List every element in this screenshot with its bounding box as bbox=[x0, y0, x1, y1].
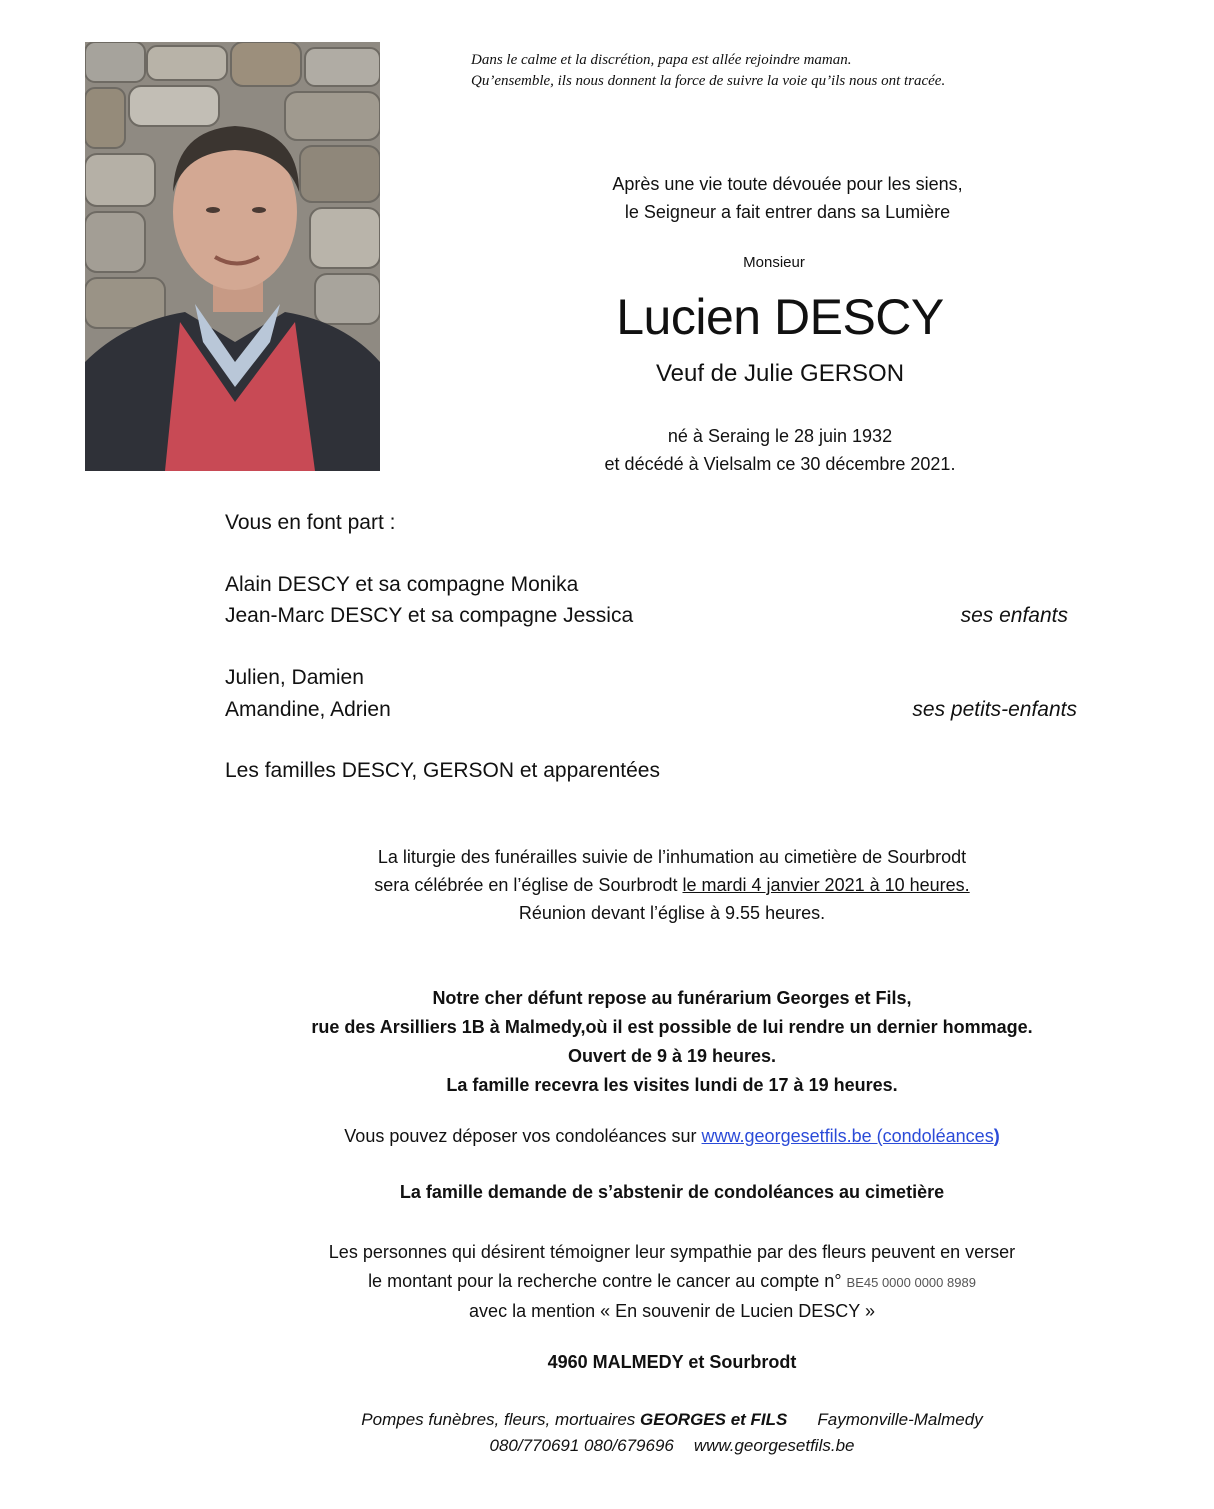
footer-line bbox=[172, 1433, 1172, 1459]
rest-line: Ouvert de 9 à 19 heures. bbox=[567, 1046, 777, 1066]
condolences-line bbox=[172, 1126, 1172, 1147]
liturgy-prefix: sera célébrée en l’église de Sourbrodt bbox=[374, 875, 683, 895]
flowers-line: Les personnes qui désirent témoigner leur sympathie par des fleurs peuvent en verser bbox=[328, 1242, 1016, 1262]
liturgy-line bbox=[222, 871, 1122, 899]
footer-phones: 080/770691 080/679696 bbox=[489, 1436, 674, 1455]
relative-line: Jean-Marc DESCY et sa compagne Jessica bbox=[225, 604, 634, 627]
intro-text bbox=[520, 170, 1055, 226]
iban-number: BE45 0000 0000 8989 bbox=[846, 1275, 976, 1290]
liturgy-date: le mardi 4 janvier 2021 à 10 heures. bbox=[682, 875, 970, 895]
death-line: et décédé à Vielsalm ce 30 décembre 2021. bbox=[604, 454, 956, 474]
honorific: Monsieur bbox=[743, 254, 805, 271]
footer-prefix: Pompes funèbres, fleurs, mortuaires bbox=[361, 1410, 641, 1429]
birth-death-dates bbox=[520, 422, 1040, 478]
grandchildren-role: ses petits-enfants bbox=[912, 698, 1077, 721]
rest-line: La famille recevra les visites lundi de 17 à 19 heures. bbox=[446, 1075, 898, 1095]
epigraph-line: Qu’ensemble, ils nous donnent la force de suivre la voie qu’ils nous ont tracée. bbox=[471, 73, 946, 89]
footer-line bbox=[172, 1407, 1172, 1433]
resting-info bbox=[172, 984, 1172, 1100]
birth-line: né à Seraing le 28 juin 1932 bbox=[667, 426, 893, 446]
portrait-photo bbox=[85, 42, 380, 471]
abstain-notice: La famille demande de s’abstenir de condoléances au cimetière bbox=[399, 1182, 945, 1202]
funeral-home-footer bbox=[172, 1407, 1172, 1459]
rest-line: Notre cher défunt repose au funérarium Georges et Fils, bbox=[432, 988, 912, 1008]
families-line: Les familles DESCY, GERSON et apparentées bbox=[225, 759, 660, 782]
relative-line: Amandine, Adrien bbox=[225, 698, 391, 721]
children-role: ses enfants bbox=[960, 604, 1068, 627]
epigraph bbox=[471, 50, 1111, 92]
footer-firm: GEORGES et FILS bbox=[640, 1410, 788, 1429]
liturgy-line: Réunion devant l’église à 9.55 heures. bbox=[518, 903, 826, 923]
footer-location: Faymonville-Malmedy bbox=[817, 1410, 983, 1429]
relative-line: Julien, Damien bbox=[225, 666, 364, 689]
widower-line: Veuf de Julie GERSON bbox=[655, 360, 905, 387]
announcement-heading: Vous en font part : bbox=[225, 511, 396, 534]
condolences-link[interactable]: www.georgesetfils.be (condoléances bbox=[701, 1126, 994, 1146]
intro-line: le Seigneur a fait entrer dans sa Lumière bbox=[624, 202, 951, 222]
flowers-account-text: le montant pour la recherche contre le cancer au compte n° bbox=[368, 1271, 847, 1291]
liturgy-line: La liturgie des funérailles suivie de l’inhumation au cimetière de Sourbrodt bbox=[377, 847, 967, 867]
flowers-line bbox=[172, 1267, 1172, 1297]
relative-line: Alain DESCY et sa compagne Monika bbox=[225, 573, 579, 596]
condolences-link-suffix[interactable]: ) bbox=[993, 1126, 1000, 1146]
flowers-notice bbox=[172, 1238, 1172, 1326]
rest-line: rue des Arsilliers 1B à Malmedy,où il est possible de lui rendre un dernier hommage. bbox=[311, 1017, 1033, 1037]
condolences-prefix: Vous pouvez déposer vos condoléances sur bbox=[344, 1126, 702, 1146]
flowers-line: avec la mention « En souvenir de Lucien DESCY » bbox=[469, 1301, 875, 1321]
epigraph-line: Dans le calme et la discrétion, papa est allée rejoindre maman. bbox=[471, 52, 852, 68]
intro-line: Après une vie toute dévouée pour les siens, bbox=[612, 174, 963, 194]
deceased-name: Lucien DESCY bbox=[616, 289, 944, 345]
liturgy-info bbox=[222, 843, 1122, 927]
city-line: 4960 MALMEDY et Sourbrodt bbox=[547, 1352, 797, 1372]
footer-website: www.georgesetfils.be bbox=[693, 1436, 855, 1455]
